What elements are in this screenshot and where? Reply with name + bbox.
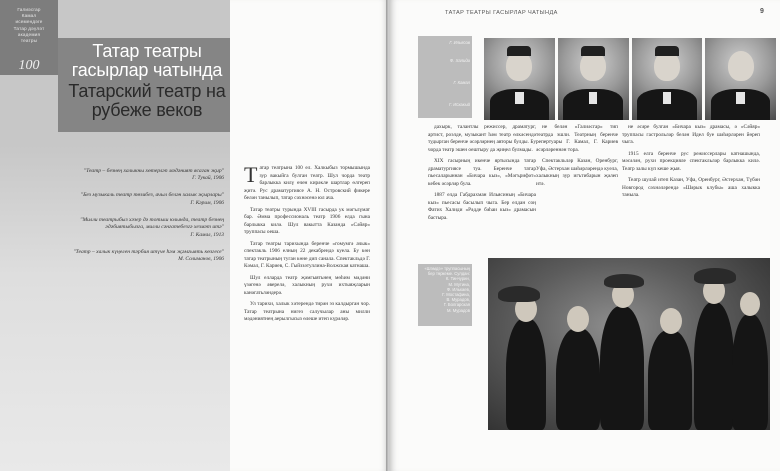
quote-2: "Без музыкаль театр төзибез, ачыл белән халык җырлары" Г. Кәрим, 1906 [80,192,224,206]
quote-4: "Театр – халык күңелен тәрбия итүче һәм җәмгыять көзгесе" М. Солиманов, 1906 [73,248,224,263]
drop-cap: Т [244,162,258,187]
portrait-label: Ф. Халиди [449,58,470,63]
portrait-label: Г. Исхакый [449,102,470,107]
right-body-column-2: не белән «Галиәсгар» тип театрда эшли. Театрның беренче репертуары Г. Камал, Г. Кариев әсәрләреннән тора. Спектакльләр Казан, Оренбург, Уфа, Әстерхан шәһәрләрендә куела, халыкның зур игътибарын җәлеп итә. [536,124,618,187]
left-body-text: Татар театрына 100 ел. Халкыбыз тормышында зур вакыйга булган театр. Шул чорда театр барлыкка килү өчен кирәкле шартлар өлгереп җитә. Рус драматургиясе А. Н. Островский фикере белән танылып, татар сәхнәсенә юл ача. Татар театры турында XVIII гасырда ук мәгълүмат бар. Әмма профессиональ театр 1906 елда гына барлыкка килә. Шул вакытта Казанда «Сәйяр» труппасы оеша. Татар театры тарихында беренче «гомумгә ачык» спектакль 1906 елның 22 декабрендә куела. Бу көн татар театрының туган көне дип санала. Спектакльдә Г. Кәмал, Г. Кариев, С. Гыйззәтуллина-Волжская катнаша. Шул елларда театр җәмгыятьнең мөһим мәдәни үзәгенә әверелә, халыкның рухи ихтыяҗларын канәгатьләндерә. Ул тарихи, халык хәтерендә тирән эз калдырган чор. Татар театрына нигез салучылар аны милли мәдәниятнең аерылгысыз өлеше итеп күрәләр. [244,162,370,322]
russian-title: Татарский театр на рубеже веков [68,81,226,120]
sidebar-page-number: 100 [18,58,40,73]
paragraph: Шул елларда театр җәмгыятьнең мөһим мәдәни үзәгенә әверелә, халыкның рухи ихтыяҗларын канәгатьләндерә. [244,274,370,296]
quote-1: "Театр – безнең халыкны хөтерләп мәдәният ясаган җир" Г. Тукай, 1906 [83,168,224,182]
right-body-column-1: дахырк, талантлы режиссер, драматург, артист, роэлде, музыкант һәм театр өлкәсендә тудырган беренче әсәрләрнең авторы булды. Бу чорда театр эшен оештыру да җиңел булмады. XIX гасырның икенче яртысында татар драматургиясе туа. Беренче татар пьесаларыннан «Бичара кыз», «Мәгърифәт» кебек әсәрләр була. 1887 елда Габдрахман Ильясиның «Бичара кыз» пьесасы басылып чыга. Бер елдан соң Фатих Халиди «Рәдде бәһаи кыз» драмасын бастыра. [428,124,536,221]
portrait-photo [484,38,555,120]
paragraph: Татар театры тарихында беренче «гомумгә ачык» спектакль 1906 елның 22 декабрендә куела. Бу көн татар театрының туган көне дип санала. Спектакльдә Г. Кәмал, Г. Кариев, С. Гыйззәтуллина-Волжская катнаша. [244,240,370,269]
quote-3: "Милли театрыбыз хәзер дә тотыш юлында, театр безнең әдәбиятыбызга, милли сәнгатебезгә хезмәт итә" Г. Камал, 1913 [80,216,224,238]
right-body-column-3: не әсәре булган «Бичара кыз» драмасы, ә «Сәйяр» труппасы гастрольләр белән Идел буе шәһәрләрен йөреп чыга. 1915 елга беренче рус режиссерлары катнашында, мәсәлән, рухи проекцияле спектакльләр барлыкка килә. Театр залы күп кеше җыя. Театр шулай итеп Казан, Уфа, Оренбург, Әстерхан, Түбән Новгород сәхнәләрендә «Шәрык клубы» аша халыкка таныла. [622,124,760,198]
tatar-title: Татар театры гасырлар чатында [71,41,223,80]
sidebar [0,0,58,75]
portrait-photo [705,38,776,120]
portrait-photo [558,38,629,120]
epigraph-quotes [56,168,224,273]
portrait-label: Г. Камал [453,80,470,85]
troupe-group-photo [488,258,770,430]
portrait-labels-panel [418,36,472,118]
paragraph: Татар театры турында XVIII гасырда ук мәгълүмат бар. Әмма профессиональ театр 1906 елда гына барлыкка килә. Шул вакытта Казанда «Сәйяр» труппасы оеша. [244,206,370,235]
group-photo-caption: «Шәмдә» труппасының бер төркеме. Сулдан: К. Тинчурин, М. Мутина, Ф. Илькаев, Г. Мостафина, В. Мурадов, Г. Болгарская М. Мурадов [424,266,470,313]
sidebar-theatre-name: Галиәсгар Камал исемендәге Татар дәүләт академия театры [13,7,45,44]
portrait-row [484,38,776,120]
running-title: ТАТАР ТЕАТРЫ ГАСЫРЛАР ЧАТЫНДА [445,10,558,16]
portrait-label: Г. Ильясов [449,40,470,45]
portrait-photo [632,38,703,120]
right-page-number: 9 [760,8,764,15]
paragraph: Ул тарихи, халык хәтерендә тирән эз калдырган чор. Татар театрына нигез салучылар аны милли мәдәниятнең аерылгысыз өлеше итеп күрәләр. [244,301,370,322]
